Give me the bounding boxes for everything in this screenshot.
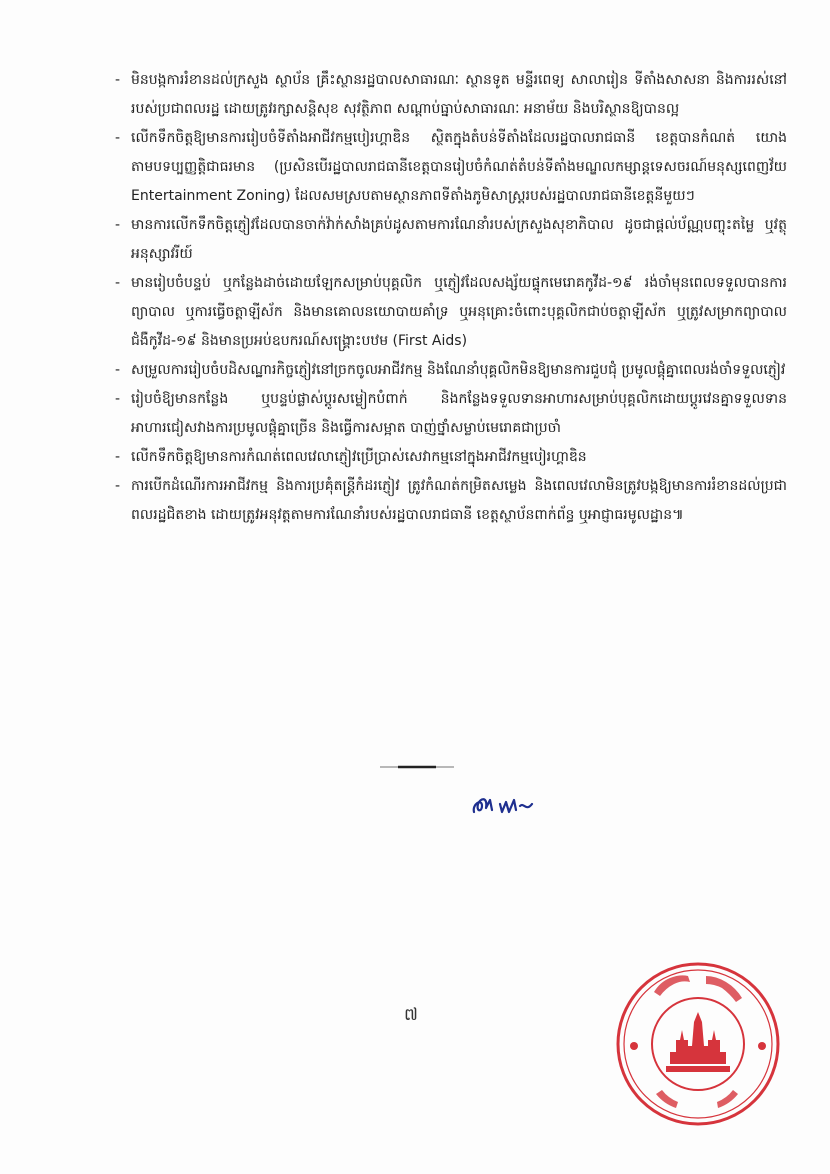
bullet-dash: - [115,362,121,378]
list-item-text: មានរៀបចំបន្ទប់ ឬកន្លែងដាច់ដោយឡែកសម្រាប់បុគ្គលិក ឬភ្ញៀវដែលសង្ស័យផ្ទុកមេរោគកូវីដ-១៩ រង់ចាំមុនពេលទទួលបានការព្យាបាល ឬការធ្វើចត្តាឡីស័ក និងមានគោលនយោបាយគាំទ្រ ឬអនុគ្រោះចំពោះបុគ្គលិកជាប់ចត្តាឡីស័ក ឬត្រូវសម្រាកព្យាបាលជំងឺកូវីដ-១៩ និងមានប្រអប់ឧបករណ៍សង្គ្រោះបឋម (First Aids) [131,275,787,349]
list-item-text: សម្រួលការរៀបចំបដិសណ្ឋារកិច្ចភ្ញៀវនៅច្រកចូលអាជីវកម្ម និងណែនាំបុគ្គលិកមិនឱ្យមានការជួបជុំ ប្រមូលផ្តុំគ្នាពេលរង់ចាំទទួលភ្ញៀវ [131,362,786,378]
list-item [115,211,787,269]
list-item-text: លើកទឹកចិត្តឱ្យមានការកំណត់ពេលវេលាភ្ញៀវប្រើប្រាស់សេវាកម្មនៅក្នុងអាជីវកម្មបៀរហ្គាឌិន [131,449,587,465]
list-item [115,385,787,443]
list-item-text: មិនបង្កការរំខានដល់ក្រសួង ស្ថាប័ន គ្រឹះស្ថានរដ្ឋបាលសាធារណៈ ស្ថានទូត មន្ទីរពេទ្យ សាលារៀន ទីតាំងសាសនា និងការរស់នៅរបស់ប្រជាពលរដ្ឋ ដោយត្រូវរក្សាសន្តិសុខ សុវត្ថិភាព សណ្តាប់ធ្នាប់សាធារណៈ អនាម័យ និងបរិស្ថានឱ្យបានល្អ [131,72,787,117]
list-item [115,356,787,385]
list-item [115,124,787,211]
bullet-dash: - [115,72,121,88]
bullet-dash: - [115,449,121,465]
list-item-text: មានការលើកទឹកចិត្តភ្ញៀវដែលបានចាក់វ៉ាក់សាំងគ្រប់ដូសតាមការណែនាំរបស់ក្រសួងសុខាភិបាល ដូចជាផ្តល់ប័ណ្ណបញ្ចុះតម្លៃ ឬវត្ថុអនុស្សាវរីយ៍ [131,217,787,262]
list-item [115,269,787,356]
bullet-dash: - [115,130,121,146]
list-item [115,472,787,530]
list-item-text: លើកទឹកចិត្តឱ្យមានការរៀបចំទីតាំងអាជីវកម្មបៀរហ្គាឌិន ស្ថិតក្នុងតំបន់ទីតាំងដែលរដ្ឋបាលរាជធានី ខេត្តបានកំណត់ យោងតាមបទប្បញ្ញត្តិជាធរមាន (ប្រសិនបើរដ្ឋបាលរាជធានីខេត្តបានរៀបចំកំណត់តំបន់ទីតាំងមណ្ឌលកម្សាន្តទេសចរណ៍មនុស្សពេញវ័យ Entertainment Zoning) ដែលសមស្របតាមស្ថានភាពទីតាំងភូមិសាស្ត្ររបស់រដ្ឋបាលរាជធានីខេត្តនីមួយៗ [131,130,787,204]
bullet-list [115,66,787,530]
list-item-text: រៀបចំឱ្យមានកន្លែង ឬបន្ទប់ផ្លាស់ប្តូរសម្លៀកបំពាក់ និងកន្លែងទទួលទានអាហារសម្រាប់បុគ្គលិកដោយប្តូរវេនគ្នាទទួលទានអាហារជៀសវាងការប្រមូលផ្តុំគ្នាច្រើន និងធ្វើការសម្អាត បាញ់ថ្នាំសម្លាប់មេរោគជាប្រចាំ [131,391,787,436]
bullet-dash: - [115,391,121,407]
bullet-dash: - [115,275,121,291]
list-item [115,443,787,472]
official-seal-stamp [614,960,782,1128]
signature-initials [468,790,538,818]
bullet-dash: - [115,478,121,494]
section-divider [380,765,454,769]
page-number: ៧ [404,1005,418,1025]
list-item-text: ការបើកដំណើរការអាជីវកម្ម និងការប្រគុំតន្ត្រីកំដរភ្ញៀវ ត្រូវកំណត់កម្រិតសម្លេង និងពេលវេលាមិនត្រូវបង្កឱ្យមានការរំខានដល់ប្រជាពលរដ្ឋជិតខាង ដោយត្រូវអនុវត្តតាមការណែនាំរបស់រដ្ឋបាលរាជធានី ខេត្តស្ថាប័នពាក់ព័ន្ធ ឬអាជ្ញាធរមូលដ្ឋាន៕ [131,478,787,523]
list-item [115,66,787,124]
bullet-dash: - [115,217,121,233]
document-body [115,66,787,530]
